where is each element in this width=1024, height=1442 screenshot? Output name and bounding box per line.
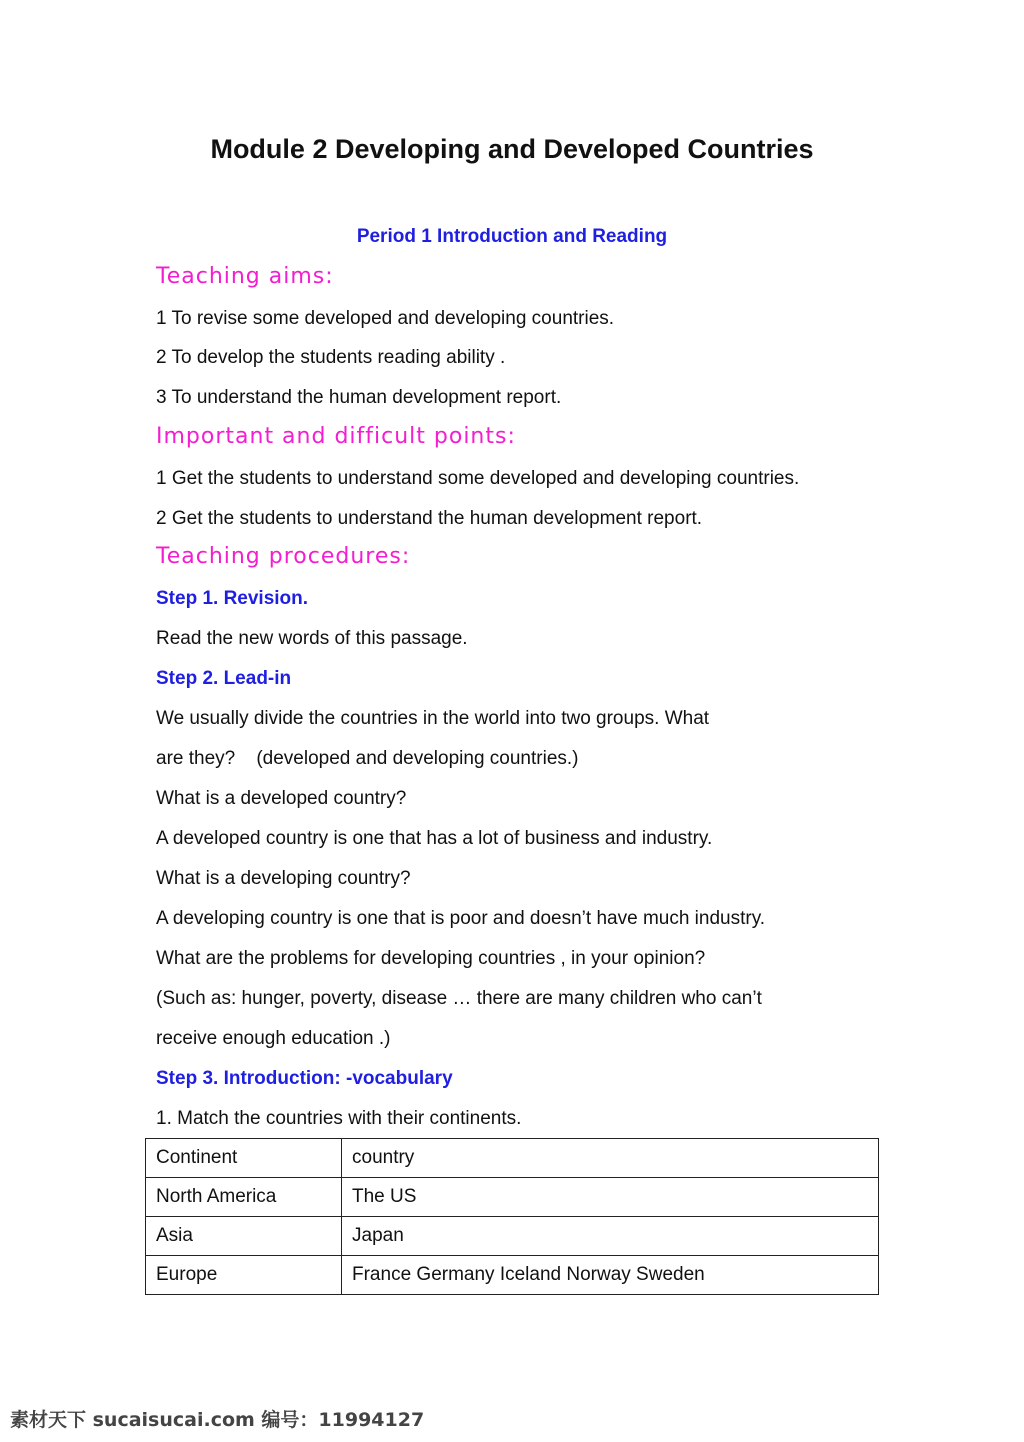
procedures-heading: Teaching procedures: bbox=[156, 544, 411, 569]
watermark: 素材天下 sucaisucai.com 编号：11994127 bbox=[10, 1409, 425, 1431]
table-cell: North America bbox=[146, 1178, 342, 1217]
step-3-title: Step 3. Introduction: -vocabulary bbox=[156, 1068, 453, 1089]
step-2-line: What are the problems for developing countries , in your opinion? bbox=[156, 948, 706, 969]
step-2-line: What is a developed country? bbox=[156, 788, 407, 809]
table-cell: France Germany Iceland Norway Sweden bbox=[342, 1256, 879, 1295]
table-cell: Japan bbox=[342, 1217, 879, 1256]
table-cell: The US bbox=[342, 1178, 879, 1217]
table-cell: Europe bbox=[146, 1256, 342, 1295]
point-item: 1 Get the students to understand some developed and developing countries. bbox=[156, 468, 800, 489]
step-2-title: Step 2. Lead-in bbox=[156, 668, 292, 689]
teaching-aims-heading: Teaching aims: bbox=[156, 264, 334, 289]
table-header-row bbox=[146, 1139, 879, 1178]
point-item: 2 Get the students to understand the human development report. bbox=[156, 508, 703, 529]
table-row bbox=[146, 1256, 879, 1295]
step-1-title: Step 1. Revision. bbox=[156, 588, 309, 609]
important-points-heading: Important and difficult points: bbox=[156, 424, 516, 449]
table-cell: Continent bbox=[146, 1139, 342, 1178]
table-cell: country bbox=[342, 1139, 879, 1178]
table-row bbox=[146, 1217, 879, 1256]
page-title: Module 2 Developing and Developed Countries bbox=[210, 134, 814, 164]
table-row bbox=[146, 1178, 879, 1217]
step-1-line: Read the new words of this passage. bbox=[156, 628, 468, 649]
period-heading: Period 1 Introduction and Reading bbox=[356, 226, 668, 247]
step-2-line: (Such as: hunger, poverty, disease … there are many children who can’t bbox=[156, 988, 762, 1009]
step-2-line: What is a developing country? bbox=[156, 868, 411, 889]
step-2-line: We usually divide the countries in the world into two groups. What bbox=[156, 708, 710, 729]
aim-item: 1 To revise some developed and developing countries. bbox=[156, 308, 615, 329]
aim-item: 2 To develop the students reading ability . bbox=[156, 347, 506, 368]
aim-item: 3 To understand the human development report. bbox=[156, 387, 562, 408]
step-2-line: A developing country is one that is poor and doesn’t have much industry. bbox=[156, 908, 766, 929]
step-2-line: are they? (developed and developing countries.) bbox=[156, 748, 579, 769]
step-3-line: 1. Match the countries with their continents. bbox=[156, 1108, 522, 1129]
step-2-line: A developed country is one that has a lot of business and industry. bbox=[156, 828, 713, 849]
continent-country-table bbox=[145, 1138, 879, 1295]
table-cell: Asia bbox=[146, 1217, 342, 1256]
step-2-line: receive enough education .) bbox=[156, 1028, 391, 1049]
